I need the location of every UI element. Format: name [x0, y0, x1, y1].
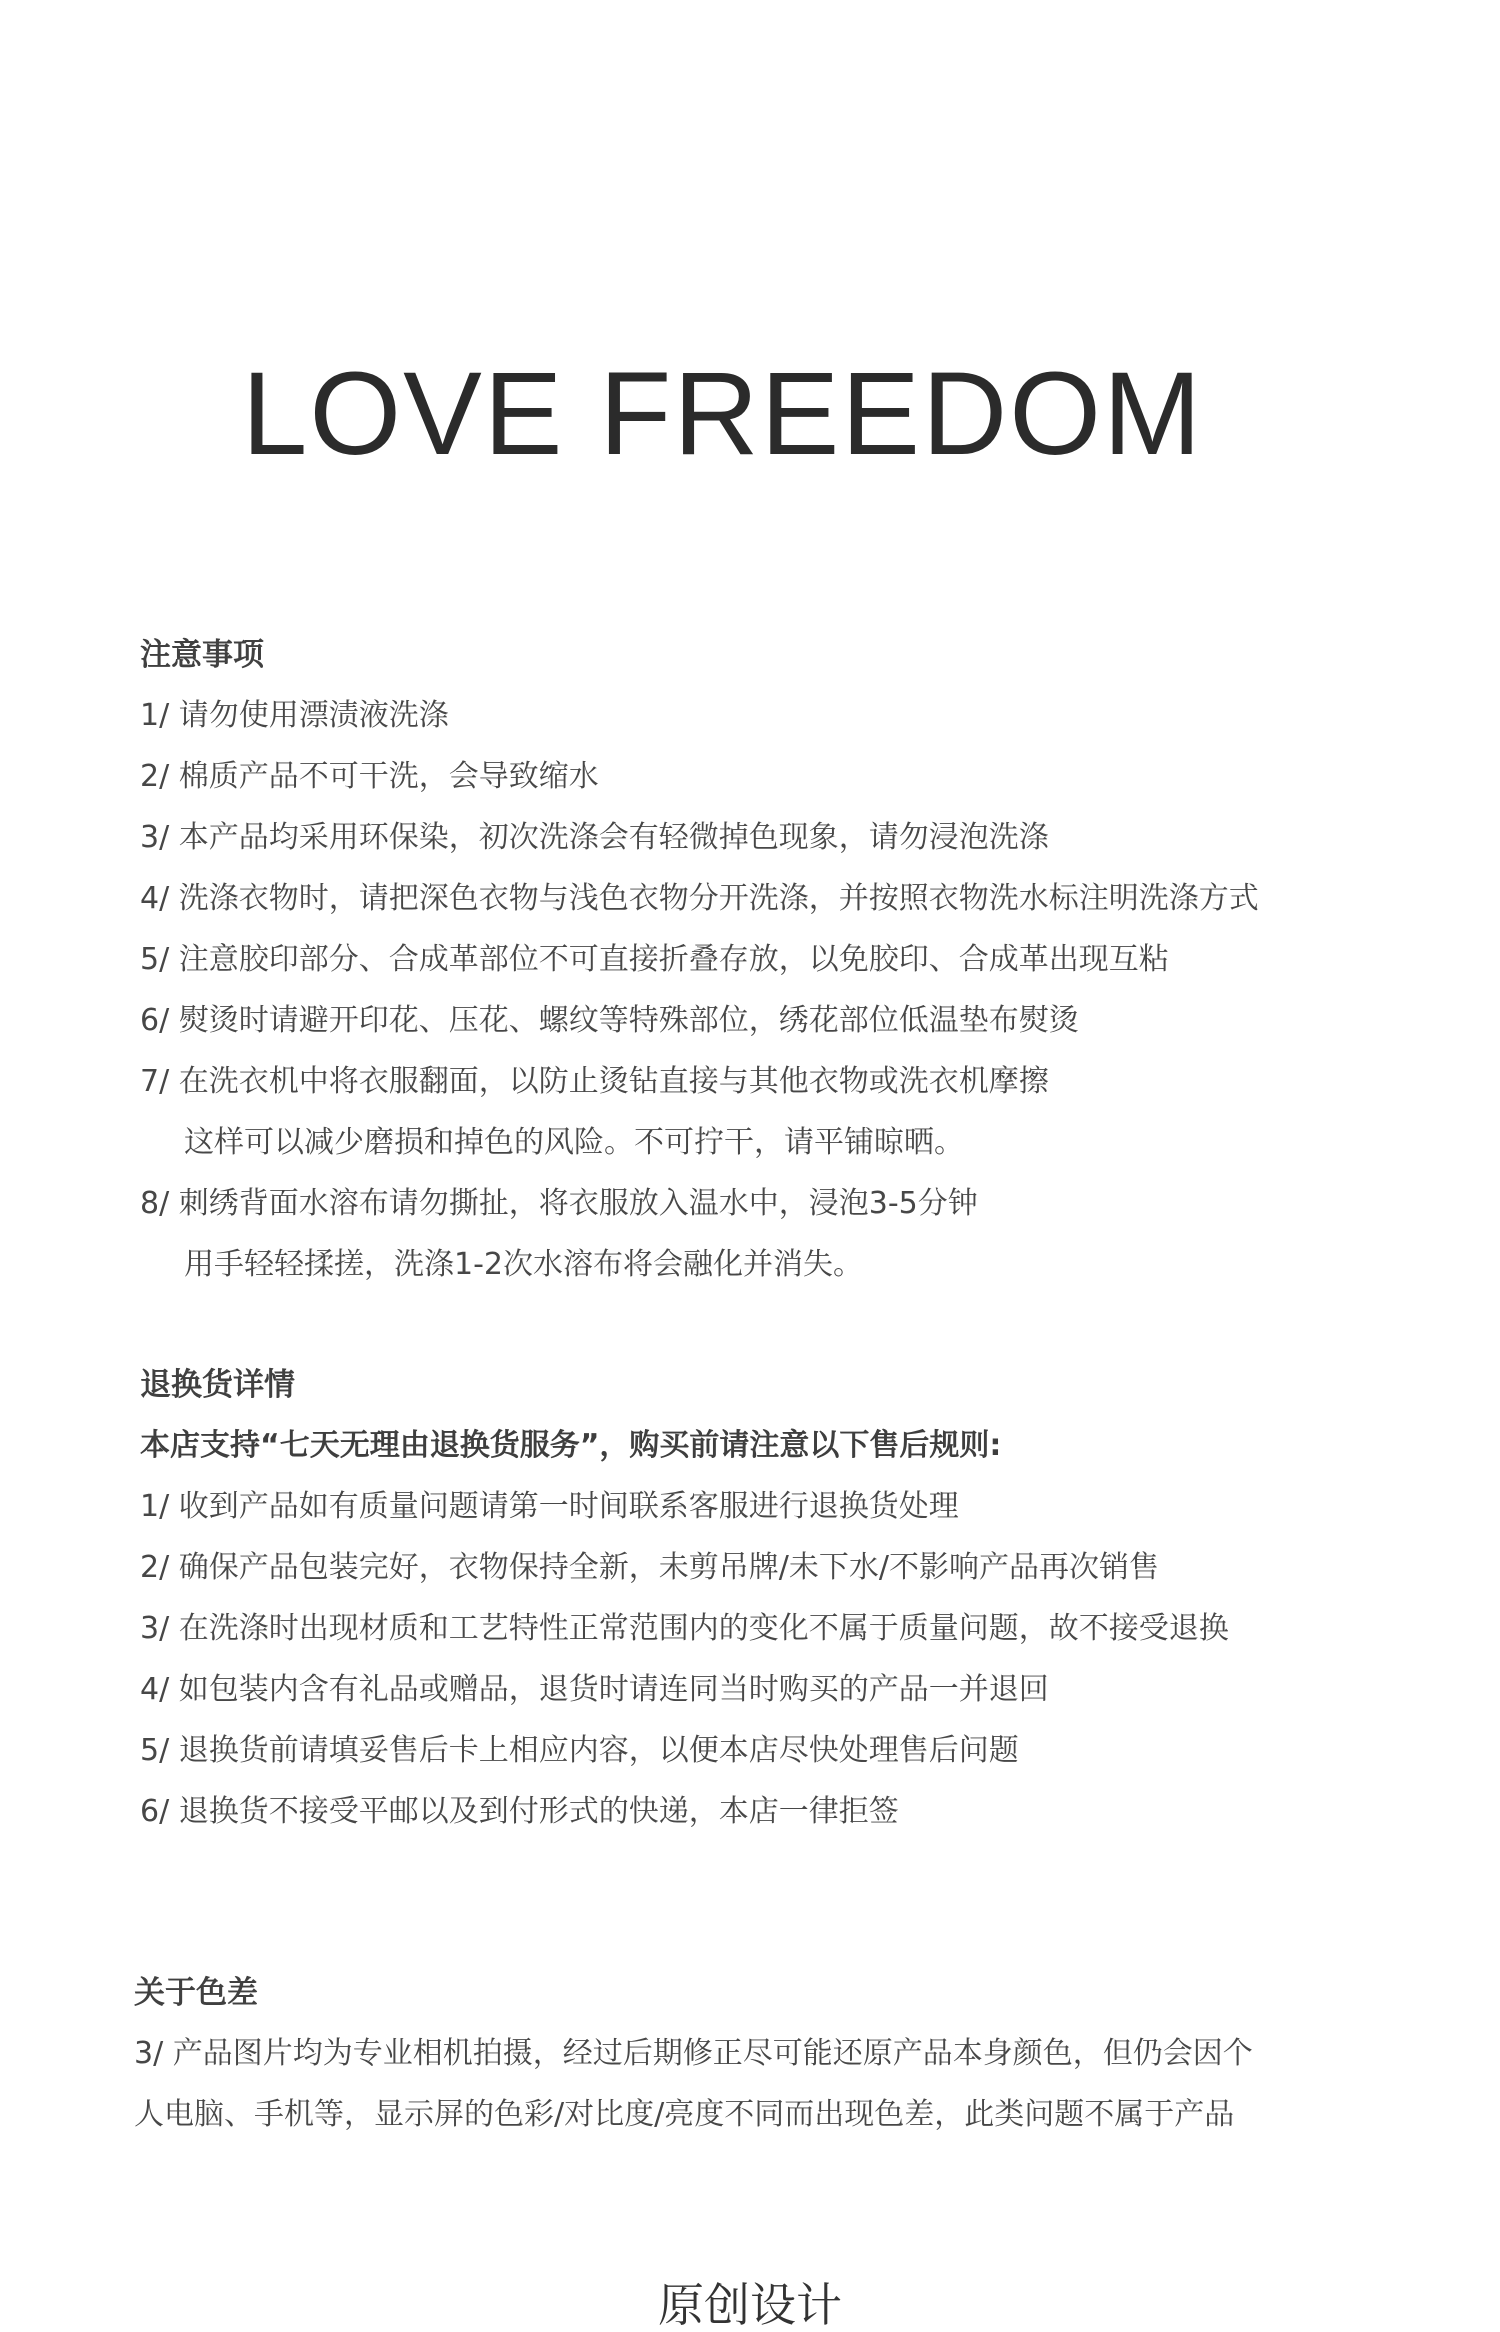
care-note-item: 4/ 洗涤衣物时，请把深色衣物与浅色衣物分开洗涤，并按照衣物洗水标注明洗涤方式 [140, 881, 1259, 916]
care-note-item: 3/ 本产品均采用环保染，初次洗涤会有轻微掉色现象，请勿浸泡洗涤 [140, 820, 1049, 855]
care-note-item: 5/ 注意胶印部分、合成革部位不可直接折叠存放，以免胶印、合成革出现互粘 [140, 942, 1169, 977]
color-difference-heading: 关于色差 [134, 1975, 258, 2011]
care-note-item: 8/ 刺绣背面水溶布请勿撕扯，将衣服放入温水中，浸泡3-5分钟 [140, 1186, 978, 1221]
original-design-title: 原创设计 [658, 2278, 842, 2332]
returns-item: 5/ 退换货前请填妥售后卡上相应内容，以便本店尽快处理售后问题 [140, 1733, 1019, 1768]
returns-item: 6/ 退换货不接受平邮以及到付形式的快递，本店一律拒签 [140, 1794, 899, 1829]
care-note-item: 6/ 熨烫时请避开印花、压花、螺纹等特殊部位，绣花部位低温垫布熨烫 [140, 1003, 1079, 1038]
color-difference-line: 3/ 产品图片均为专业相机拍摄，经过后期修正尽可能还原产品本身颜色，但仍会因个 [134, 2036, 1253, 2071]
care-notes-heading: 注意事项 [140, 637, 264, 673]
brand-title: LOVE FREEDOM [241, 348, 1204, 480]
care-note-item-continued: 这样可以减少磨损和掉色的风险。不可拧干，请平铺晾晒。 [184, 1125, 964, 1160]
care-notes-section [140, 625, 1380, 1295]
returns-section [140, 1355, 1380, 1842]
care-note-item: 1/ 请勿使用漂渍液洗涤 [140, 698, 449, 733]
color-difference-section [134, 1963, 1374, 2145]
returns-heading: 退换货详情 [140, 1367, 295, 1403]
care-note-item: 2/ 棉质产品不可干洗，会导致缩水 [140, 759, 599, 794]
returns-item: 4/ 如包装内含有礼品或赠品，退货时请连同当时购买的产品一并退回 [140, 1672, 1049, 1707]
care-note-item-continued: 用手轻轻揉搓，洗涤1-2次水溶布将会融化并消失。 [184, 1247, 863, 1282]
returns-item: 2/ 确保产品包装完好，衣物保持全新，未剪吊牌/未下水/不影响产品再次销售 [140, 1550, 1159, 1585]
care-note-item: 7/ 在洗衣机中将衣服翻面，以防止烫钻直接与其他衣物或洗衣机摩擦 [140, 1064, 1049, 1099]
returns-item: 3/ 在洗涤时出现材质和工艺特性正常范围内的变化不属于质量问题，故不接受退换 [140, 1611, 1229, 1646]
returns-intro: 本店支持“七天无理由退换货服务”，购买前请注意以下售后规则: [140, 1428, 1002, 1463]
color-difference-line: 人电脑、手机等，显示屏的色彩/对比度/亮度不同而出现色差，此类问题不属于产品 [134, 2097, 1235, 2132]
returns-item: 1/ 收到产品如有质量问题请第一时间联系客服进行退换货处理 [140, 1489, 959, 1524]
